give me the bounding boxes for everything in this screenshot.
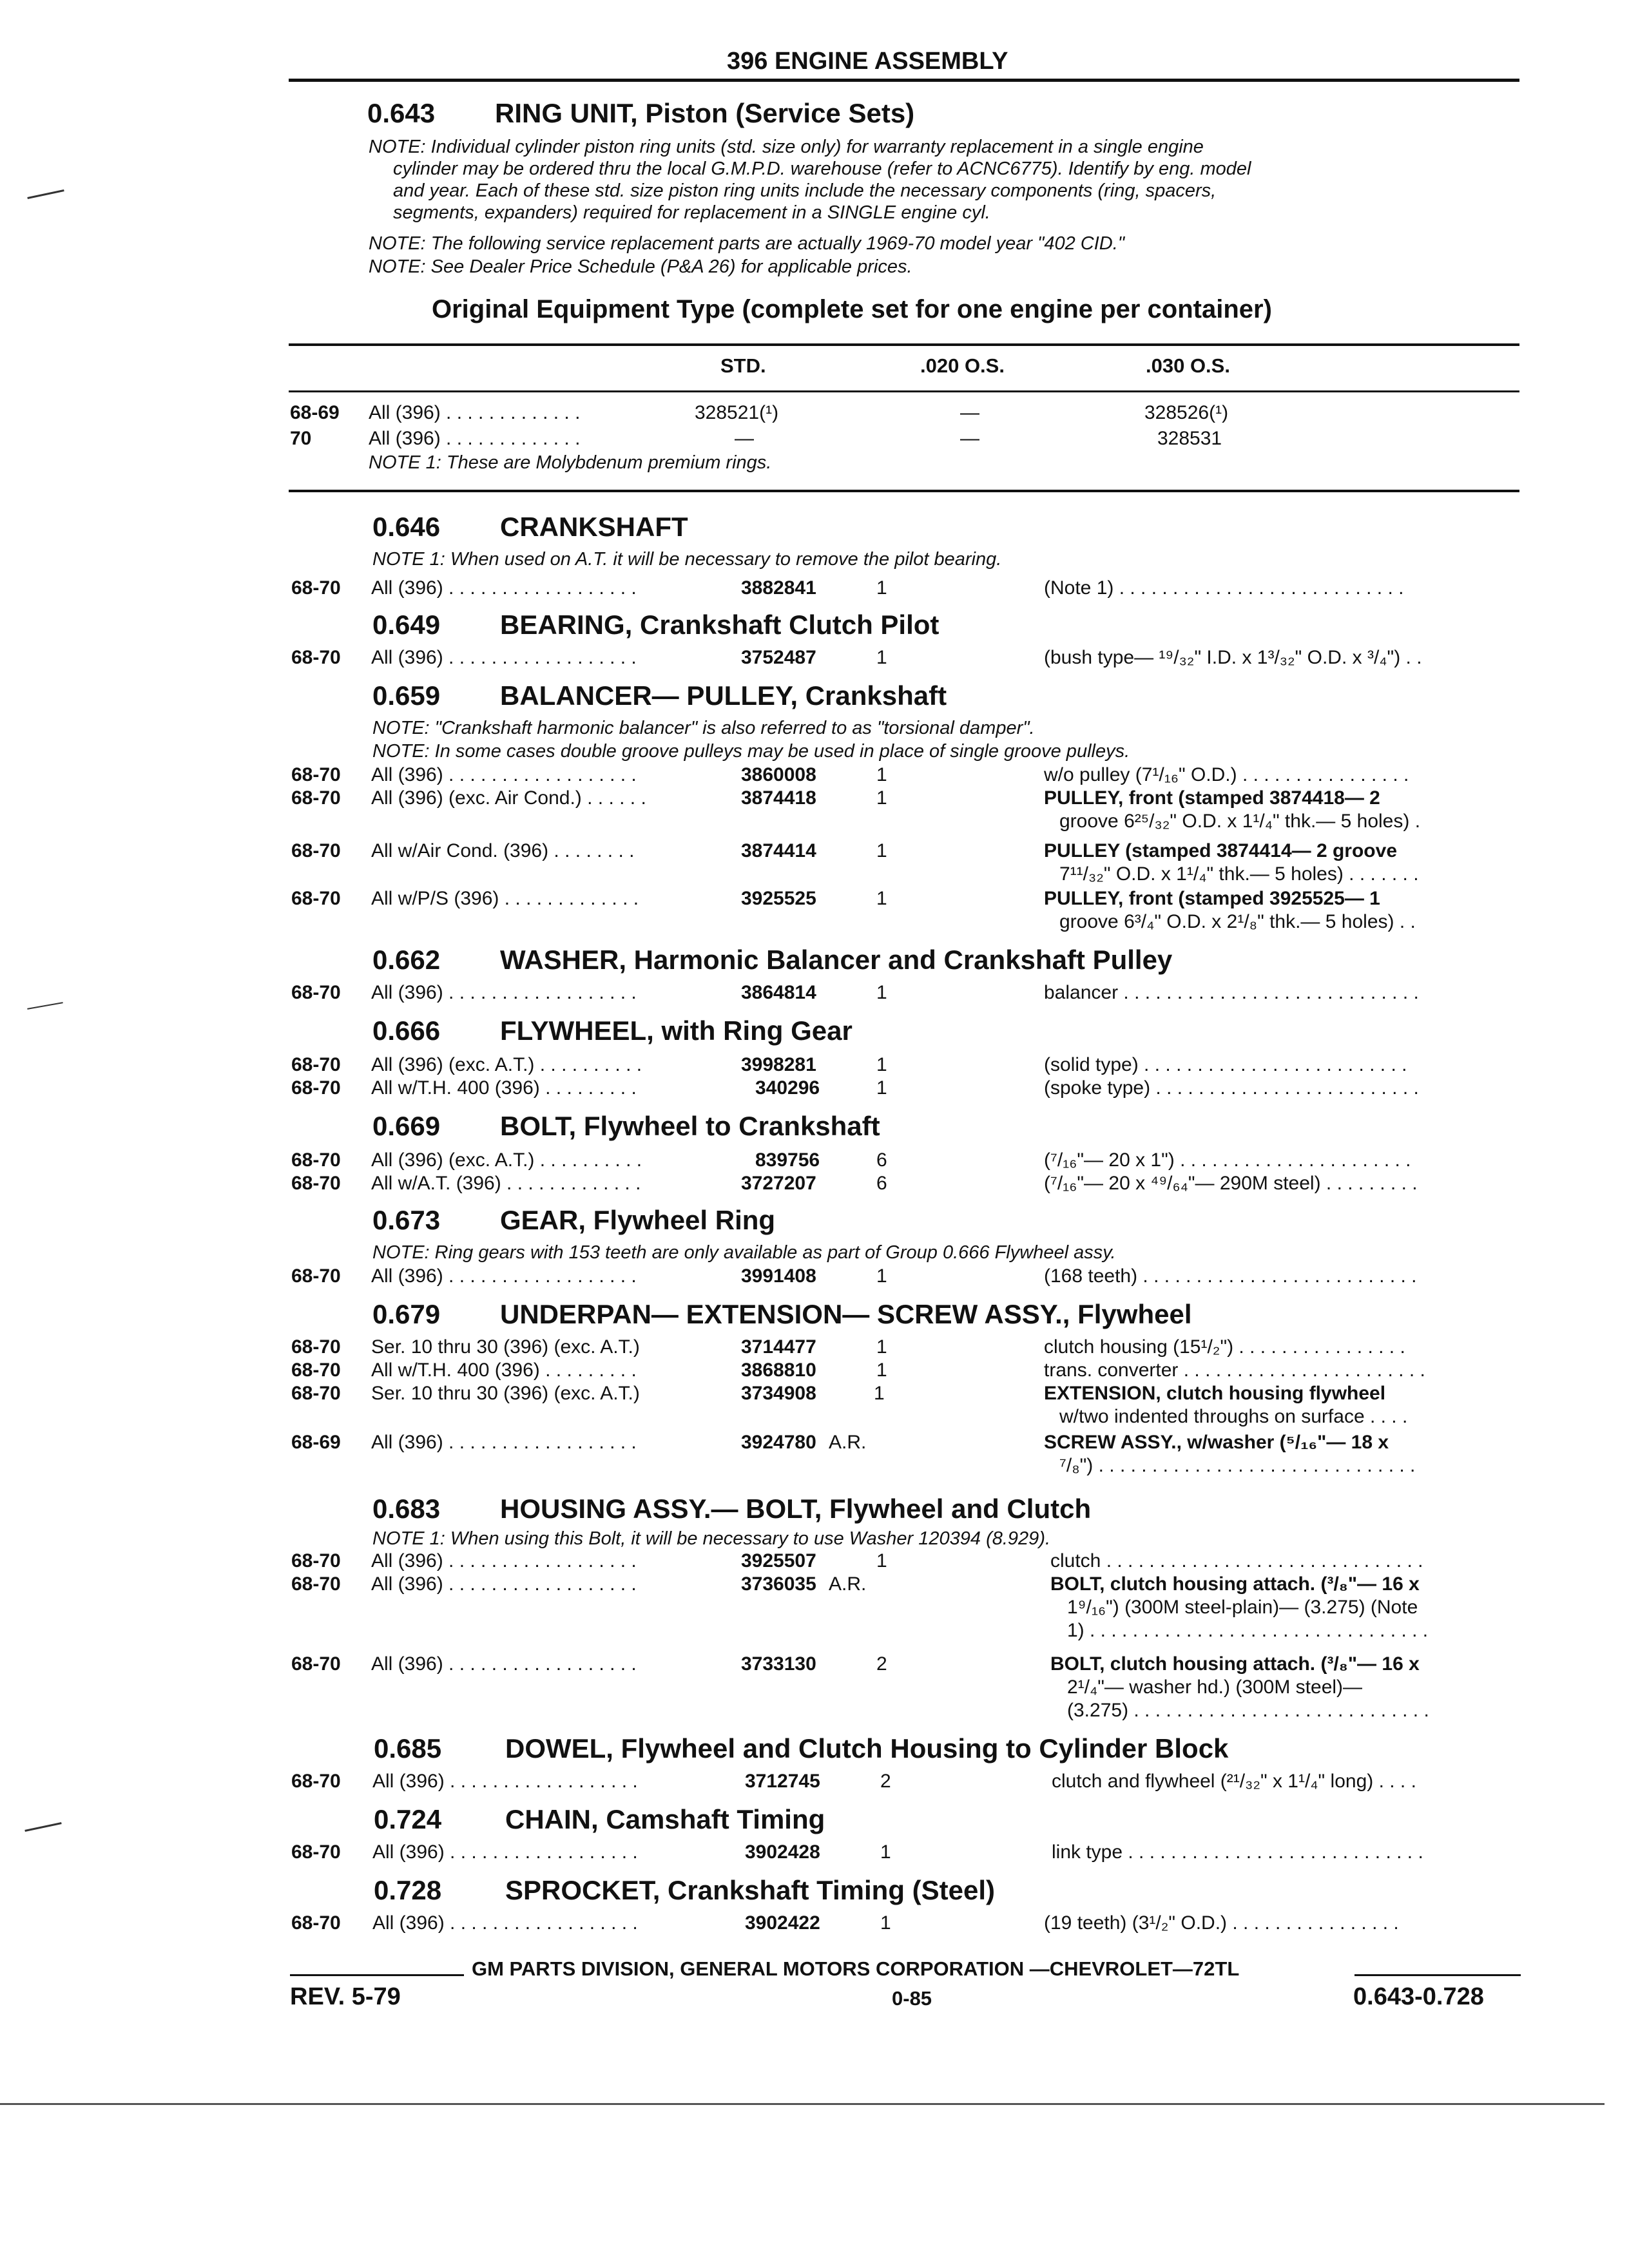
section-title: FLYWHEEL, with Ring Gear xyxy=(500,1015,853,1046)
part-number: 3752487 xyxy=(741,647,816,668)
description-cont: 1) . . . . . . . . . . . . . . . . . . . . . . . . . . . . . . . . xyxy=(1067,1620,1429,1641)
description: (168 teeth) . . . . . . . . . . . . . . . . . . . . . . . . . . xyxy=(1044,1265,1417,1287)
description: clutch housing (15¹/₂") . . . . . . . . . . . . . . . . xyxy=(1044,1336,1405,1358)
quantity: 1 xyxy=(876,1360,887,1381)
application: All w/T.H. 400 (396) . . . . . . . . . xyxy=(371,1360,637,1381)
section-title: WASHER, Harmonic Balancer and Crankshaft Pulley xyxy=(500,945,1173,975)
description-cont: (3.275) . . . . . . . . . . . . . . . . . . . . . . . . . . . . xyxy=(1067,1700,1429,1721)
section-number: 0.728 xyxy=(374,1875,442,1905)
quantity: 1 xyxy=(880,1841,891,1863)
description: PULLEY (stamped 3874414— 2 groove xyxy=(1044,840,1397,861)
description: BOLT, clutch housing attach. (³/₈"— 16 x xyxy=(1050,1573,1420,1595)
footnote: NOTE 1: These are Molybdenum premium rings. xyxy=(369,452,772,473)
description-cont: groove 6³/₄" O.D. x 2¹/₈" thk.— 5 holes) . . xyxy=(1059,911,1416,932)
part-number: 3924780 xyxy=(741,1432,816,1453)
description: link type . . . . . . . . . . . . . . . . . . . . . . . . . . . . xyxy=(1052,1841,1423,1863)
footer-rule-right xyxy=(1354,1974,1521,1976)
application: Ser. 10 thru 30 (396) (exc. A.T.) xyxy=(371,1336,640,1358)
section-number: 0.643 xyxy=(367,98,436,128)
col-030: .030 O.S. xyxy=(1146,354,1230,377)
description: PULLEY, front (stamped 3925525— 1 xyxy=(1044,888,1380,909)
part-number: 3864814 xyxy=(741,982,816,1003)
quantity: 1 xyxy=(876,577,887,599)
quantity: 1 xyxy=(876,787,887,809)
quantity: 1 xyxy=(876,764,887,785)
section-title: BEARING, Crankshaft Clutch Pilot xyxy=(500,610,940,640)
quantity: 1 xyxy=(876,840,887,861)
table-mid-rule xyxy=(289,390,1519,392)
scan-bottom-line xyxy=(0,2103,1605,2105)
application: All (396) . . . . . . . . . . . . . . . . . . xyxy=(371,1432,637,1453)
application: All (396) . . . . . . . . . . . . . . . . . . xyxy=(372,1771,638,1792)
quantity: 1 xyxy=(876,647,887,668)
quantity: 6 xyxy=(876,1149,887,1171)
application: All (396) . . . . . . . . . . . . . . . . . . xyxy=(371,647,637,668)
year: 68-70 xyxy=(291,787,341,809)
margin-mark xyxy=(27,1002,63,1010)
part-number: 3736035 xyxy=(741,1573,816,1595)
header-rule xyxy=(289,79,1519,82)
application: All w/P/S (396) . . . . . . . . . . . . . xyxy=(371,888,639,909)
quantity: 1 xyxy=(876,982,887,1003)
year: 68-70 xyxy=(291,840,341,861)
part-number: 3734908 xyxy=(741,1383,816,1404)
year: 68-70 xyxy=(291,1550,341,1571)
year: 68-70 xyxy=(291,1912,341,1934)
section-number: 0.669 xyxy=(372,1111,441,1141)
description: PULLEY, front (stamped 3874418— 2 xyxy=(1044,787,1380,809)
application: All (396) . . . . . . . . . . . . . . . . . . xyxy=(371,982,637,1003)
part-number: 3925507 xyxy=(741,1550,816,1571)
year: 68-70 xyxy=(291,764,341,785)
note-line: NOTE 1: When used on A.T. it will be necessary to remove the pilot bearing. xyxy=(372,549,1002,570)
section-title: RING UNIT, Piston (Service Sets) xyxy=(495,98,915,128)
application: All (396) . . . . . . . . . . . . . . . . . . xyxy=(371,1265,637,1287)
part-number: 3902428 xyxy=(745,1841,820,1863)
footer-company: GM PARTS DIVISION, GENERAL MOTORS CORPORATION —CHEVROLET—72TL xyxy=(472,1957,1240,1980)
year: 68-70 xyxy=(291,1336,341,1358)
description: trans. converter . . . . . . . . . . . . . . . . . . . . . . . xyxy=(1044,1360,1425,1381)
description-cont: w/two indented throughs on surface . . . . xyxy=(1059,1406,1408,1427)
year: 68-70 xyxy=(291,1573,341,1595)
year: 68-70 xyxy=(291,1054,341,1075)
application: All w/T.H. 400 (396) . . . . . . . . . xyxy=(371,1077,637,1099)
section-title: UNDERPAN— EXTENSION— SCREW ASSY., Flywheel xyxy=(500,1299,1192,1329)
part-number: 340296 xyxy=(755,1077,820,1099)
part-number: 3902422 xyxy=(745,1912,820,1934)
os030-part: 328531 xyxy=(1157,428,1222,449)
section-rule xyxy=(289,490,1519,492)
section-title: GEAR, Flywheel Ring xyxy=(500,1205,776,1235)
quantity: 1 xyxy=(874,1383,885,1404)
std-part: 328521(¹) xyxy=(695,402,779,423)
quantity: 2 xyxy=(880,1771,891,1792)
description: BOLT, clutch housing attach. (³/₈"— 16 x xyxy=(1050,1653,1420,1675)
quantity: 1 xyxy=(876,1265,887,1287)
part-number: 839756 xyxy=(755,1149,820,1171)
section-title: HOUSING ASSY.— BOLT, Flywheel and Clutch xyxy=(500,1494,1092,1524)
quantity: 2 xyxy=(876,1653,887,1675)
section-number: 0.724 xyxy=(374,1804,442,1834)
application: All (396) . . . . . . . . . . . . . . . . . . xyxy=(371,1550,637,1571)
note-line: segments, expanders) required for replacement in a SINGLE engine cyl. xyxy=(393,202,990,223)
quantity: 1 xyxy=(876,1550,887,1571)
description: clutch and flywheel (²¹/₃₂" x 1¹/₄" long) . . . . xyxy=(1052,1771,1416,1792)
year: 68-70 xyxy=(291,1771,341,1792)
part-number: 3882841 xyxy=(741,577,816,599)
part-number: 3998281 xyxy=(741,1054,816,1075)
quantity: 1 xyxy=(880,1912,891,1934)
year: 68-70 xyxy=(291,888,341,909)
part-number: 3712745 xyxy=(745,1771,820,1792)
quantity: 1 xyxy=(876,1077,887,1099)
year: 68-70 xyxy=(291,647,341,668)
margin-mark xyxy=(24,1822,61,1832)
description-cont: 2¹/₄"— washer hd.) (300M steel)— xyxy=(1067,1677,1363,1698)
section-title: BALANCER— PULLEY, Crankshaft xyxy=(500,680,947,711)
description: (bush type— ¹⁹/₃₂" I.D. x 1³/₃₂" O.D. x ³/₄") . . xyxy=(1044,647,1422,668)
part-number: 3860008 xyxy=(741,764,816,785)
application: All (396) . . . . . . . . . . . . . . . . . . xyxy=(371,577,637,599)
section-number: 0.646 xyxy=(372,512,441,542)
quantity: 6 xyxy=(876,1173,887,1194)
application: All (396) . . . . . . . . . . . . . xyxy=(369,402,581,423)
description: (19 teeth) (3¹/₂" O.D.) . . . . . . . . . . . . . . . . xyxy=(1044,1912,1399,1934)
part-number: 3714477 xyxy=(741,1336,816,1358)
section-title: SPROCKET, Crankshaft Timing (Steel) xyxy=(505,1875,996,1905)
part-number: 3874418 xyxy=(741,787,816,809)
application: Ser. 10 thru 30 (396) (exc. A.T.) xyxy=(371,1383,640,1404)
year: 68-70 xyxy=(291,1653,341,1675)
section-number: 0.673 xyxy=(372,1205,441,1235)
year: 68-69 xyxy=(290,402,340,423)
section-number: 0.666 xyxy=(372,1015,441,1046)
description-cont: groove 6²⁵/₃₂" O.D. x 1¹/₄" thk.— 5 holes) . xyxy=(1059,811,1421,832)
note-line: NOTE: Individual cylinder piston ring units (std. size only) for warranty replacement in a single engine xyxy=(369,137,1204,157)
description: (Note 1) . . . . . . . . . . . . . . . . . . . . . . . . . . . xyxy=(1044,577,1404,599)
section-number: 0.662 xyxy=(372,945,441,975)
part-number: 3727207 xyxy=(741,1173,816,1194)
page-number: 0-85 xyxy=(892,1987,932,2010)
year: 68-69 xyxy=(291,1432,341,1453)
section-number: 0.683 xyxy=(372,1494,441,1524)
part-number: 3874414 xyxy=(741,840,816,861)
description-cont: 1⁹/₁₆") (300M steel-plain)— (3.275) (Note xyxy=(1067,1597,1418,1618)
subheading: Original Equipment Type (complete set for one engine per container) xyxy=(432,295,1272,323)
year: 68-70 xyxy=(291,1265,341,1287)
col-std: STD. xyxy=(720,354,766,377)
application: All w/Air Cond. (396) . . . . . . . . xyxy=(371,840,635,861)
footer-rule-left xyxy=(290,1974,464,1976)
description: clutch . . . . . . . . . . . . . . . . . . . . . . . . . . . . . . xyxy=(1050,1550,1423,1571)
page-title: 396 ENGINE ASSEMBLY xyxy=(727,48,1008,75)
year: 68-70 xyxy=(291,982,341,1003)
description: (⁷/₁₆"— 20 x ⁴⁹/₆₄"— 290M steel) . . . . . . . . . xyxy=(1044,1173,1418,1194)
quantity: 1 xyxy=(876,1054,887,1075)
description: w/o pulley (7¹/₁₆" O.D.) . . . . . . . . . . . . . . . . xyxy=(1044,764,1409,785)
section-title: BOLT, Flywheel to Crankshaft xyxy=(500,1111,880,1141)
year: 68-70 xyxy=(291,577,341,599)
os020-part: — xyxy=(960,402,979,423)
year: 68-70 xyxy=(291,1077,341,1099)
note-line: and year. Each of these std. size piston ring units include the necessary components (ring, spacers, xyxy=(393,180,1217,201)
section-title: CRANKSHAFT xyxy=(500,512,688,542)
application: All (396) . . . . . . . . . . . . . . . . . . xyxy=(371,764,637,785)
section-number: 0.679 xyxy=(372,1299,441,1329)
year: 70 xyxy=(290,428,312,449)
note-line: NOTE: Ring gears with 153 teeth are only available as part of Group 0.666 Flywheel assy. xyxy=(372,1242,1116,1263)
description: (spoke type) . . . . . . . . . . . . . . . . . . . . . . . . . xyxy=(1044,1077,1419,1099)
note-line: NOTE: See Dealer Price Schedule (P&A 26) for applicable prices. xyxy=(369,256,912,277)
os020-part: — xyxy=(960,428,979,449)
year: 68-70 xyxy=(291,1149,341,1171)
year: 68-70 xyxy=(291,1383,341,1404)
part-number: 3991408 xyxy=(741,1265,816,1287)
section-title: CHAIN, Camshaft Timing xyxy=(505,1804,825,1834)
year: 68-70 xyxy=(291,1360,341,1381)
application: All (396) (exc. Air Cond.) . . . . . . xyxy=(371,787,646,809)
os030-part: 328526(¹) xyxy=(1144,402,1229,423)
section-number: 0.685 xyxy=(374,1733,442,1763)
section-range: 0.643-0.728 xyxy=(1353,1983,1484,2010)
application: All (396) . . . . . . . . . . . . . . . . . . xyxy=(372,1841,638,1863)
description-cont: 7¹¹/₃₂" O.D. x 1¹/₄" thk.— 5 holes) . . . . . . . xyxy=(1059,863,1419,885)
note-line: NOTE: "Crankshaft harmonic balancer" is also referred to as "torsional damper". xyxy=(372,718,1035,738)
col-020: .020 O.S. xyxy=(920,354,1005,377)
description: EXTENSION, clutch housing flywheel xyxy=(1044,1383,1386,1404)
revision: REV. 5-79 xyxy=(290,1983,401,2010)
margin-mark xyxy=(27,189,64,199)
application: All (396) . . . . . . . . . . . . . xyxy=(369,428,581,449)
application: All (396) . . . . . . . . . . . . . . . . . . xyxy=(371,1573,637,1595)
application: All (396) . . . . . . . . . . . . . . . . . . xyxy=(371,1653,637,1675)
part-number: 3733130 xyxy=(741,1653,816,1675)
section-number: 0.659 xyxy=(372,680,441,711)
application: All (396) (exc. A.T.) . . . . . . . . . . xyxy=(371,1054,642,1075)
year: 68-70 xyxy=(291,1173,341,1194)
description: (⁷/₁₆"— 20 x 1") . . . . . . . . . . . . . . . . . . . . . . xyxy=(1044,1149,1411,1171)
std-part: — xyxy=(735,428,754,449)
application: All (396) (exc. A.T.) . . . . . . . . . . xyxy=(371,1149,642,1171)
part-number: 3868810 xyxy=(741,1360,816,1381)
application: All w/A.T. (396) . . . . . . . . . . . . . xyxy=(371,1173,641,1194)
note-line: NOTE 1: When using this Bolt, it will be necessary to use Washer 120394 (8.929). xyxy=(372,1528,1051,1549)
note-line: NOTE: The following service replacement parts are actually 1969-70 model year "402 CID." xyxy=(369,233,1125,254)
part-number: 3925525 xyxy=(741,888,816,909)
year: 68-70 xyxy=(291,1841,341,1863)
quantity: A.R. xyxy=(829,1432,867,1453)
section-title: DOWEL, Flywheel and Clutch Housing to Cylinder Block xyxy=(505,1733,1229,1763)
description: (solid type) . . . . . . . . . . . . . . . . . . . . . . . . . xyxy=(1044,1054,1407,1075)
note-line: cylinder may be ordered thru the local G.M.P.D. warehouse (refer to ACNC6775). Identify by eng. model xyxy=(393,159,1251,179)
table-top-rule xyxy=(289,343,1519,346)
section-number: 0.649 xyxy=(372,610,441,640)
note-line: NOTE: In some cases double groove pulleys may be used in place of single groove pulleys. xyxy=(372,741,1130,762)
quantity: 1 xyxy=(876,888,887,909)
quantity: 1 xyxy=(876,1336,887,1358)
application: All (396) . . . . . . . . . . . . . . . . . . xyxy=(372,1912,638,1934)
description-cont: ⁷/₈") . . . . . . . . . . . . . . . . . . . . . . . . . . . . . . xyxy=(1059,1455,1416,1476)
description: SCREW ASSY., w/washer (⁵/₁₆"— 18 x xyxy=(1044,1432,1389,1453)
description: balancer . . . . . . . . . . . . . . . . . . . . . . . . . . . . xyxy=(1044,982,1419,1003)
quantity: A.R. xyxy=(829,1573,867,1595)
